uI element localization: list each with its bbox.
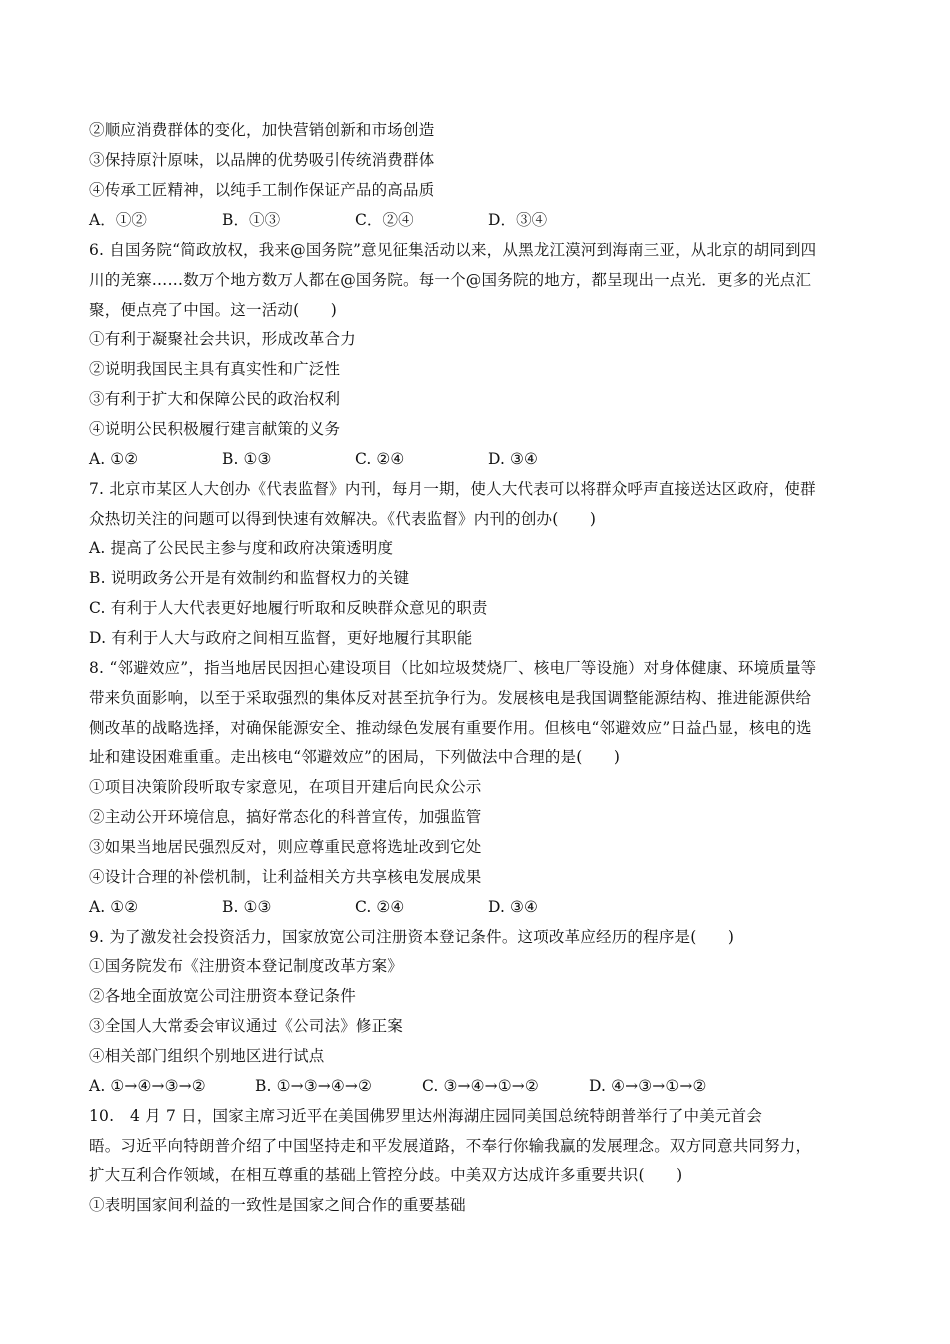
q9-stem: 9. 为了激发社会投资活力，国家放宽公司注册资本登记条件。这项改革应经历的程序是( ) — [89, 928, 735, 946]
q9-option-1: ①国务院发布《注册资本登记制度改革方案》 — [89, 957, 404, 975]
q7-option-c: C. 有利于人大代表更好地履行听取和反映群众意见的职责 — [89, 599, 488, 617]
q8-option-2: ②主动公开环境信息，搞好常态化的科普宣传，加强监管 — [89, 808, 482, 826]
q8-option-1: ①项目决策阶段听取专家意见，在项目开建后向民众公示 — [89, 778, 482, 796]
q8-stem-line-1: 8. “邻避效应”，指当地居民因担心建设项目（比如垃圾焚烧厂、核电厂等设施）对身体健康、环境质量等 — [89, 659, 817, 677]
q8-stem-line-2: 带来负面影响，以至于采取强烈的集体反对甚至抗争行为。发展核电是我国调整能源结构、推进能源供给 — [89, 689, 812, 707]
q6-option-4: ④说明公民积极履行建言献策的义务 — [89, 420, 341, 438]
q7-stem-line-1: 7. 北京市某区人大创办《代表监督》内刊，每月一期，使人大代表可以将群众呼声直接送达区政府，使群 — [89, 480, 816, 498]
q9-choice-a: A. ①→④→③→② — [89, 1077, 206, 1095]
q6-stem-line-1: 6. 自国务院“简政放权，我来@国务院”意见征集活动以来，从黑龙江漠河到海南三亚，从北京的胡同到四 — [89, 241, 817, 259]
q10-stem-line-3: 扩大互利合作领域，在相互尊重的基础上管控分歧。中美双方达成许多重要共识( ) — [89, 1166, 683, 1184]
q8-option-4: ④设计合理的补偿机制，让利益相关方共享核电发展成果 — [89, 868, 482, 886]
q8-choice-a: A. ①② — [89, 898, 139, 916]
q6-choice-b: B. ①③ — [222, 450, 272, 468]
q7-option-d: D. 有利于人大与政府之间相互监督，更好地履行其职能 — [89, 629, 473, 647]
q5-choice-a: A．①② — [89, 211, 147, 229]
q6-choice-a: A. ①② — [89, 450, 139, 468]
q8-stem-line-4: 址和建设困难重重。走出核电“邻避效应”的困局，下列做法中合理的是( ) — [89, 748, 621, 766]
q6-option-2: ②说明我国民主具有真实性和广泛性 — [89, 360, 341, 378]
q7-option-a: A. 提高了公民民主参与度和政府决策透明度 — [89, 539, 394, 557]
q9-option-3: ③全国人大常委会审议通过《公司法》修正案 — [89, 1017, 404, 1035]
q10-stem-line-2: 晤。习近平向特朗普介绍了中国坚持走和平发展道路，不奉行你输我赢的发展理念。双方同意共同努力， — [89, 1137, 812, 1155]
q5-option-2: ②顺应消费群体的变化，加快营销创新和市场创造 — [89, 121, 435, 139]
q9-choice-d: D. ④→③→①→② — [589, 1077, 707, 1095]
q6-stem-line-3: 聚，便点亮了中国。这一活动( ) — [89, 301, 337, 319]
q8-choice-d: D. ③④ — [488, 898, 538, 916]
q8-choice-b: B. ①③ — [222, 898, 272, 916]
q9-option-2: ②各地全面放宽公司注册资本登记条件 — [89, 987, 356, 1005]
q5-choice-d: D．③④ — [488, 211, 548, 229]
q7-option-b: B. 说明政务公开是有效制约和监督权力的关键 — [89, 569, 410, 587]
q5-option-4: ④传承工匠精神，以纯手工制作保证产品的高品质 — [89, 181, 435, 199]
q8-choice-c: C. ②④ — [355, 898, 405, 916]
q7-stem-line-2: 众热切关注的问题可以得到快速有效解决。《代表监督》内刊的创办( ) — [89, 510, 597, 528]
q5-choice-c: C．②④ — [355, 211, 414, 229]
q6-option-3: ③有利于扩大和保障公民的政治权利 — [89, 390, 341, 408]
q5-choice-b: B．①③ — [222, 211, 281, 229]
q8-stem-line-3: 侧改革的战略选择，对确保能源安全、推动绿色发展有重要作用。但核电“邻避效应”日益凸显，核电的选 — [89, 719, 812, 737]
q5-option-3: ③保持原汁原味，以品牌的优势吸引传统消费群体 — [89, 151, 435, 169]
q9-option-4: ④相关部门组织个别地区进行试点 — [89, 1047, 325, 1065]
q6-choice-c: C. ②④ — [355, 450, 405, 468]
q9-choice-c: C. ③→④→①→② — [422, 1077, 539, 1095]
q10-option-1: ①表明国家间利益的一致性是国家之间合作的重要基础 — [89, 1196, 466, 1214]
q10-stem-line-1: 10. 4 月 7 日，国家主席习近平在美国佛罗里达州海湖庄园同美国总统特朗普举行了中美元首会 — [89, 1107, 763, 1125]
q6-choice-d: D. ③④ — [488, 450, 538, 468]
q6-stem-line-2: 川的羌寨……数万个地方数万人都在@国务院。每一个@国务院的地方，都呈现出一点光．更多的光点汇 — [89, 271, 812, 289]
q9-choice-b: B. ①→③→④→② — [255, 1077, 372, 1095]
q6-option-1: ①有利于凝聚社会共识，形成改革合力 — [89, 330, 356, 348]
q8-option-3: ③如果当地居民强烈反对，则应尊重民意将选址改到它处 — [89, 838, 482, 856]
